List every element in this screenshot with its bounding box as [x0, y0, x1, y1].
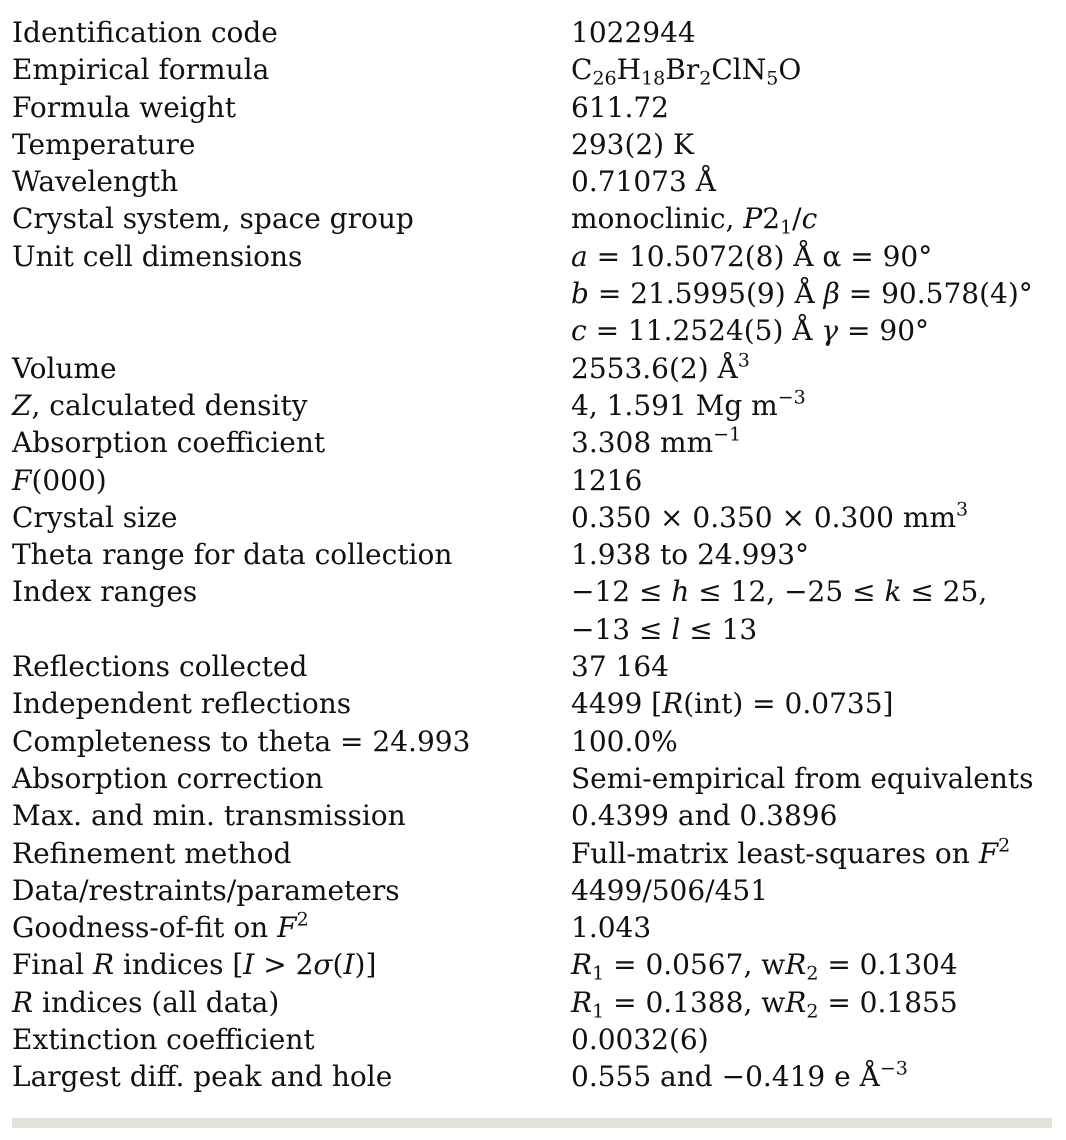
- table-row: [12, 648, 1052, 685]
- row-value: Full-matrix least-squares on $F^2$: [571, 834, 1011, 870]
- row-value: 0.71073 Å: [571, 165, 716, 199]
- table-row: [12, 573, 1052, 610]
- row-label: Max. and min. transmission: [12, 799, 406, 833]
- row-label: Z, calculated density: [12, 388, 308, 422]
- row-value: 1.938 to 24.993°: [571, 538, 810, 572]
- row-value: 4, 1.591 Mg $m^{-3}$: [571, 386, 806, 422]
- row-label: Refinement method: [12, 836, 292, 870]
- row-value: 1.043: [571, 911, 652, 945]
- row-label: Data/restraints/parameters: [12, 873, 400, 907]
- row-value: c = 11.2524(5) Å γ = 90°: [571, 314, 930, 348]
- table-row: [12, 685, 1052, 722]
- row-value: −12 ≤ h ≤ 12, −25 ≤ k ≤ 25,: [571, 575, 988, 609]
- row-value: 0.555 and −0.419 e $Å^{-3}$: [571, 1057, 908, 1094]
- row-value: 1022944: [571, 16, 696, 49]
- row-value: 0.4399 and 0.3896: [571, 799, 838, 833]
- row-label: Theta range for data collection: [12, 538, 453, 572]
- table-row: [12, 499, 1052, 536]
- row-label: Reflections collected: [12, 650, 308, 684]
- row-label: Goodness-of-fit on $F^2$: [12, 908, 309, 945]
- table-row: [12, 89, 1052, 126]
- row-label: Temperature: [12, 127, 196, 161]
- row-label: Index ranges: [12, 575, 198, 609]
- row-label: Independent reflections: [12, 687, 352, 721]
- table-row: [12, 872, 1052, 909]
- table-row: [12, 797, 1052, 834]
- row-value: 0.350 × 0.350 × 0.300 $mm^3$: [571, 498, 969, 534]
- crystal-data-table: [12, 14, 1052, 1096]
- row-label: Extinction coefficient: [12, 1023, 315, 1057]
- row-value: 0.0032(6): [571, 1023, 709, 1057]
- row-value: 293(2) K: [571, 127, 694, 161]
- row-label: Completeness to theta = 24.993: [12, 724, 471, 758]
- row-label: Formula weight: [12, 90, 236, 124]
- table-row: [12, 760, 1052, 797]
- row-value: b = 21.5995(9) Å β = 90.578(4)°: [571, 277, 1033, 311]
- row-label: Volume: [12, 351, 117, 385]
- table-row: [12, 462, 1052, 499]
- table-row: [12, 1021, 1052, 1058]
- row-label: F(000): [12, 463, 107, 497]
- table-row: [12, 51, 1052, 88]
- row-value: 3.308 $mm^{-1}$: [571, 423, 742, 460]
- row-value: 1216: [571, 463, 643, 497]
- row-value: 2553.6(2) $Å^3$: [571, 349, 750, 385]
- row-label: Largest diff. peak and hole: [12, 1060, 393, 1094]
- row-value: Semi-empirical from equivalents: [571, 761, 1034, 795]
- row-label: Identification code: [12, 16, 278, 49]
- row-label: Absorption coefficient: [12, 426, 326, 460]
- row-label: Absorption correction: [12, 761, 324, 795]
- row-value: $R_1 = 0.1388$, $wR_2 = 0.1855$: [571, 985, 958, 1023]
- table-row: [12, 126, 1052, 163]
- row-label: Unit cell dimensions: [12, 239, 303, 273]
- table-row: [12, 835, 1052, 872]
- row-label: Final R indices [I > 2σ(I)]: [12, 948, 377, 982]
- row-label: R indices (all data): [12, 985, 280, 1019]
- table-row: [12, 387, 1052, 424]
- row-label: Crystal system, space group: [12, 202, 414, 236]
- table-row: [12, 350, 1052, 387]
- row-value: monoclinic, $P2_1/c$: [571, 202, 818, 240]
- table-row: [12, 946, 1052, 986]
- row-label: Wavelength: [12, 165, 179, 199]
- row-value: a = 10.5072(8) Å α = 90°: [571, 239, 933, 273]
- table-row: [12, 984, 1052, 1021]
- row-label: Crystal size: [12, 500, 178, 534]
- table-row: [12, 14, 1052, 51]
- table-row: [12, 200, 1052, 240]
- table-row: [12, 238, 1052, 275]
- table-row: [12, 312, 1052, 349]
- row-value: $R_1 = 0.0567$, $wR_2 = 0.1304$: [571, 948, 958, 986]
- table-row: [12, 424, 1052, 461]
- footer-bar: [12, 1118, 1052, 1128]
- table-row: [12, 611, 1052, 648]
- row-value: 611.72: [571, 90, 669, 124]
- table-row: [12, 1058, 1052, 1095]
- row-value: 37 164: [571, 650, 669, 684]
- row-value: 100.0%: [571, 724, 678, 758]
- table-row: [12, 536, 1052, 573]
- table-row: [12, 909, 1052, 946]
- table-row: [12, 163, 1052, 200]
- row-value: 4499 [R(int) = 0.0735]: [571, 687, 894, 721]
- row-value: $C_{26}H_{18}Br_2ClN_5O$: [571, 53, 802, 90]
- row-value: −13 ≤ l ≤ 13: [571, 612, 758, 646]
- row-label: Empirical formula: [12, 53, 270, 87]
- table-row: [12, 275, 1052, 312]
- table-row: [12, 723, 1052, 760]
- row-value: 4499/506/451: [571, 873, 769, 907]
